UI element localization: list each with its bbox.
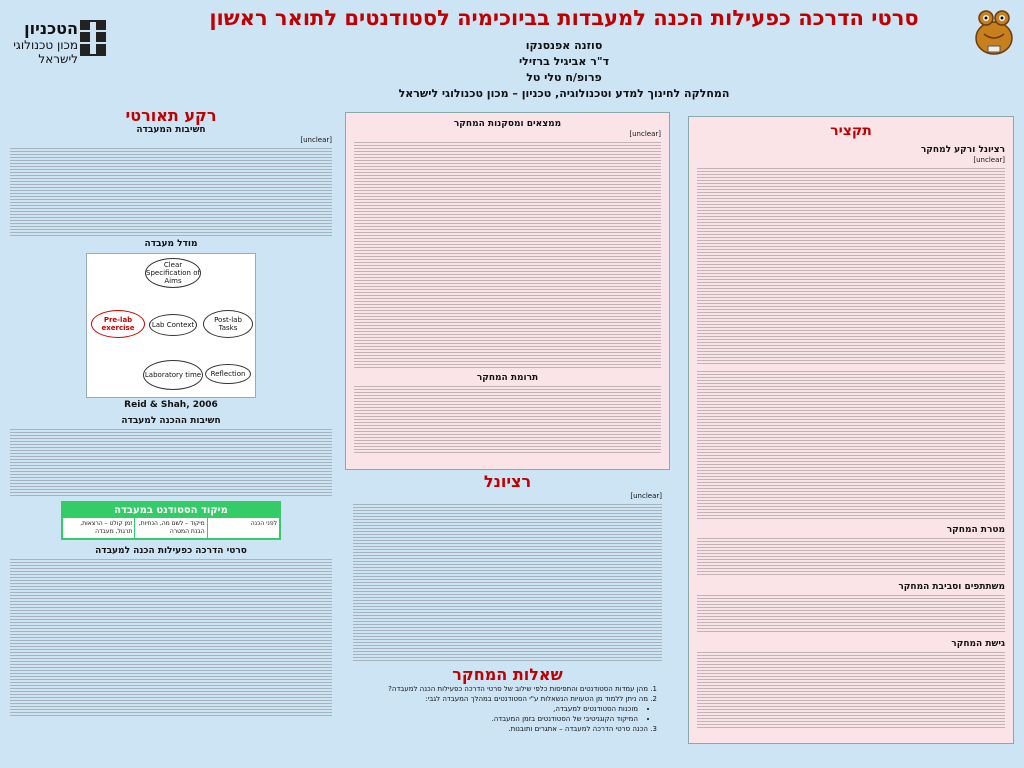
model-node-prelab: Pre-lab exercise — [91, 310, 145, 338]
question-1: 1. מהן עמדות הסטודנטים והתפיסות כלפי שילוב של סרטי הדרכה כפעילות הכנה למעבדה? — [353, 684, 648, 694]
questions-heading: שאלות המחקר — [452, 665, 563, 684]
author-2: ד"ר אביגיל ברזילי — [518, 55, 610, 68]
findings-text: [unclear] — [629, 130, 661, 138]
background-panel — [6, 104, 336, 764]
rationale-heading: רציונל — [483, 472, 532, 491]
abstract-panel — [688, 116, 1014, 744]
abstract-approach-title: גישת המחקר — [951, 639, 1005, 649]
model-node-context: Lab Context — [149, 314, 197, 336]
model-caption: Reid & Shah, 2006 — [124, 400, 218, 410]
video-prep-filler — [10, 557, 332, 717]
model-node-postlab: Post-lab Tasks — [203, 310, 253, 338]
model-node-aims: Clear Specification of Aims — [145, 258, 201, 288]
question-2-text: מה ניתן ללמוד מן הטעויות הנשאלות ע"י הסטודנטים במהלך המעבדה לגבי: — [425, 695, 648, 703]
rationale-text: [unclear] — [630, 492, 662, 500]
abstract-rationale-title: רציונל ורקע למחקר — [920, 145, 1005, 155]
question-2b: • המיקוד הקוגניטיבי של הסטודנטים בזמן המעבדה. — [353, 714, 638, 724]
abstract-rationale-text: [unclear] — [973, 156, 1005, 164]
student-focus-table-title: מיקוד הסטודנט במעבדה — [63, 503, 279, 518]
question-3: 3. הכנה סרטי הדרכה למעבדה – אתגרים ותובנות. — [353, 724, 648, 734]
rationale-panel — [345, 470, 670, 766]
logo-main-text: הטכניון — [24, 19, 78, 38]
contribution-filler — [354, 384, 661, 454]
abstract-approach-filler — [697, 650, 1005, 730]
abstract-goal-filler — [697, 536, 1005, 576]
lab-model-diagram — [86, 253, 256, 398]
model-node-reflection: Reflection — [205, 364, 251, 384]
poster-title: סרטי הדרכה כפעילות הכנה למעבדות בביוכימיה לסטודנטים לתואר ראשון — [209, 6, 919, 30]
question-2 — [353, 694, 648, 724]
findings-title: ממצאים ומסקנות המחקר — [453, 119, 562, 129]
model-node-labtime: Laboratory time — [143, 360, 203, 390]
table-col-1: לפני הכנה — [207, 518, 279, 538]
logo-sub-text-1: מכון טכנולוגי — [13, 38, 78, 52]
lab-importance-text: [unclear] — [300, 136, 332, 144]
author-1: סוזנה אפנסנקו — [525, 39, 603, 52]
frog-mascot-icon — [968, 4, 1020, 60]
poster-header — [0, 0, 1024, 110]
video-prep-title: סרטי הדרכה כפעילות הכנה למעבדה — [95, 546, 247, 556]
prep-importance-title: חשיבות ההכנה למעבדה — [121, 416, 221, 426]
logo-sub-text-2: לישראל — [38, 52, 78, 66]
abstract-rationale-filler-2 — [697, 369, 1005, 519]
table-col-3: זמן קולט – הרצאות, תרגול, מעבדה — [80, 520, 133, 535]
question-2a: • מוכנות הסטודנטים למעבדה, — [353, 704, 638, 714]
background-heading: רקע תאורטי — [125, 106, 217, 125]
abstract-rationale-filler — [697, 166, 1005, 366]
lab-model-title: מודל מעבדה — [144, 239, 198, 249]
abstract-participants-filler — [697, 593, 1005, 633]
author-block — [164, 38, 964, 102]
rationale-filler — [353, 502, 662, 662]
lab-importance-filler — [10, 146, 332, 236]
findings-panel — [345, 112, 670, 470]
contribution-title: תרומת המחקר — [476, 373, 539, 383]
prep-importance-filler — [10, 427, 332, 497]
table-col-2: מיקוד – לשם מה, הנחיות, הבנת המטרה — [134, 518, 206, 538]
author-3: פרופ/ח טלי טל — [526, 71, 602, 84]
abstract-participants-title: משתתפים וסביבת המחקר — [898, 582, 1005, 592]
technion-logo-icon — [78, 18, 108, 58]
technion-logo — [12, 18, 102, 98]
affiliation: המחלקה לחינוך למדע וטכנולוגיה, טכניון – מכון טכנולוגי לישראל — [398, 87, 730, 100]
student-focus-table — [61, 501, 281, 540]
abstract-goal-title: מטרת המחקר — [946, 525, 1005, 535]
lab-importance-title: חשיבות המעבדה — [136, 125, 206, 135]
questions-list — [353, 684, 662, 734]
abstract-heading: תקציר — [830, 123, 872, 139]
findings-filler — [354, 140, 661, 370]
